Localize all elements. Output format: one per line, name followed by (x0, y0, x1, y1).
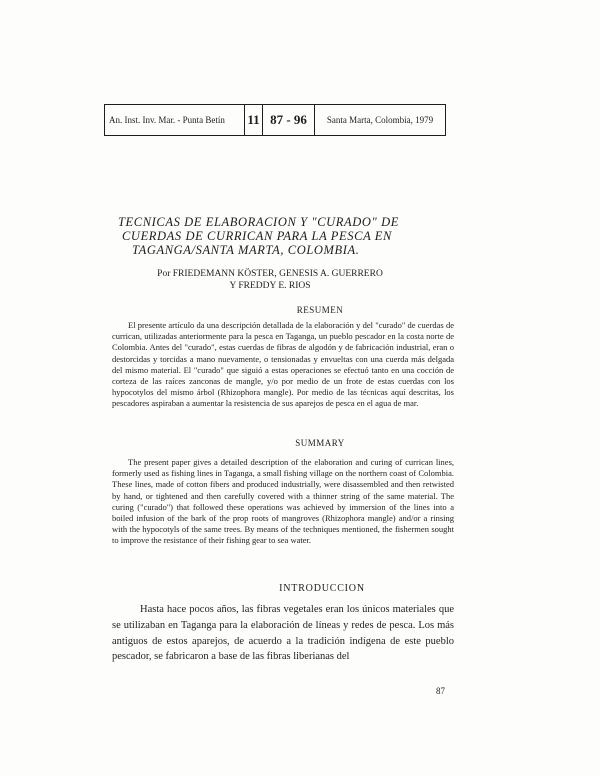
title-line: CUERDAS DE CURRICAN PARA LA PESCA EN (122, 229, 392, 243)
place-year: Santa Marta, Colombia, 1979 (326, 115, 434, 125)
introduccion-text: Hasta hace pocos años, las fibras vegetales eran los únicos materiales que se utilizaban en Taganga para la elaboración de líneas y redes de pesca. Los más antiguos de estos aparejos, de acuerdo a la tradición indígena de este pueblo pescador, se fabricaron a base de las fibras liberianas del (112, 604, 454, 663)
author-line: Y FREDDY E. RIOS (229, 281, 311, 291)
title-line: TAGANGA/SANTA MARTA, COLOMBIA. (132, 243, 360, 257)
author-list (100, 268, 440, 292)
author-line: Por FRIEDEMANN KÖSTER, GENESIS A. GUERRERO (157, 269, 383, 279)
summary-heading: SUMMARY (295, 438, 345, 448)
journal-name: An. Inst. Inv. Mar. - Punta Betín (105, 105, 245, 135)
page-number: 87 (436, 686, 445, 696)
page-range: 87 - 96 (263, 105, 315, 135)
paper-title (118, 215, 448, 257)
journal-header-box (104, 104, 446, 136)
introduccion-paragraph (112, 602, 454, 665)
introduccion-heading: INTRODUCCION (279, 583, 365, 594)
resumen-heading: RESUMEN (296, 305, 344, 315)
summary-paragraph (112, 457, 454, 547)
title-line: TECNICAS DE ELABORACION Y "CURADO" DE (118, 215, 399, 229)
volume-number: 11 (245, 105, 263, 135)
resumen-text: El presente artículo da una descripción detallada de la elaboración y del "curado" de cuerdas de currican, utilizadas anteriormente para la pesca en Taganga, un pueblo pescador en la costa norte de Colombia. Antes del "curado", estas cuerdas de fibras de algodón y de fabricación industrial, eran o destorcidas y torcidas a mano nuevamente, o tensionadas y envueltas con una cuerda más delgada del mismo material. El "curado" que siguió a estas operaciones se efectuó tanto en una cocción de corteza de las raíces zanconas de mangle, y/o por medio de un frote de estas cuerdas con los hypocotylos del mismo árbol (Rhizophora mangle). Por medio de las técnicas aquí descritas, los pescadores aspiraban a aumentar la resistencia de sus aparejos de pesca en el agua de mar. (112, 320, 454, 409)
summary-text: The present paper gives a detailed description of the elaboration and curing of currican lines, formerly used as fishing lines in Taganga, a small fishing village on the northern coast of Colombia. These lines, made of cotton fibers and produced industrially, were disassembled and then retwisted by hand, or tightened and then carefully covered with a thinner string of the same material. The curing ("curado") that followed these operations was achieved by immersion of the lines into a boiled infusion of the bark of the prop roots of mangroves (Rhizophora mangle) and/or a rinsing with the hypocotyls of the same trees. By means of the techniques mentioned, the fishermen sought to improve the resistance of their fishing gear to sea water. (112, 457, 454, 546)
resumen-paragraph (112, 320, 454, 410)
